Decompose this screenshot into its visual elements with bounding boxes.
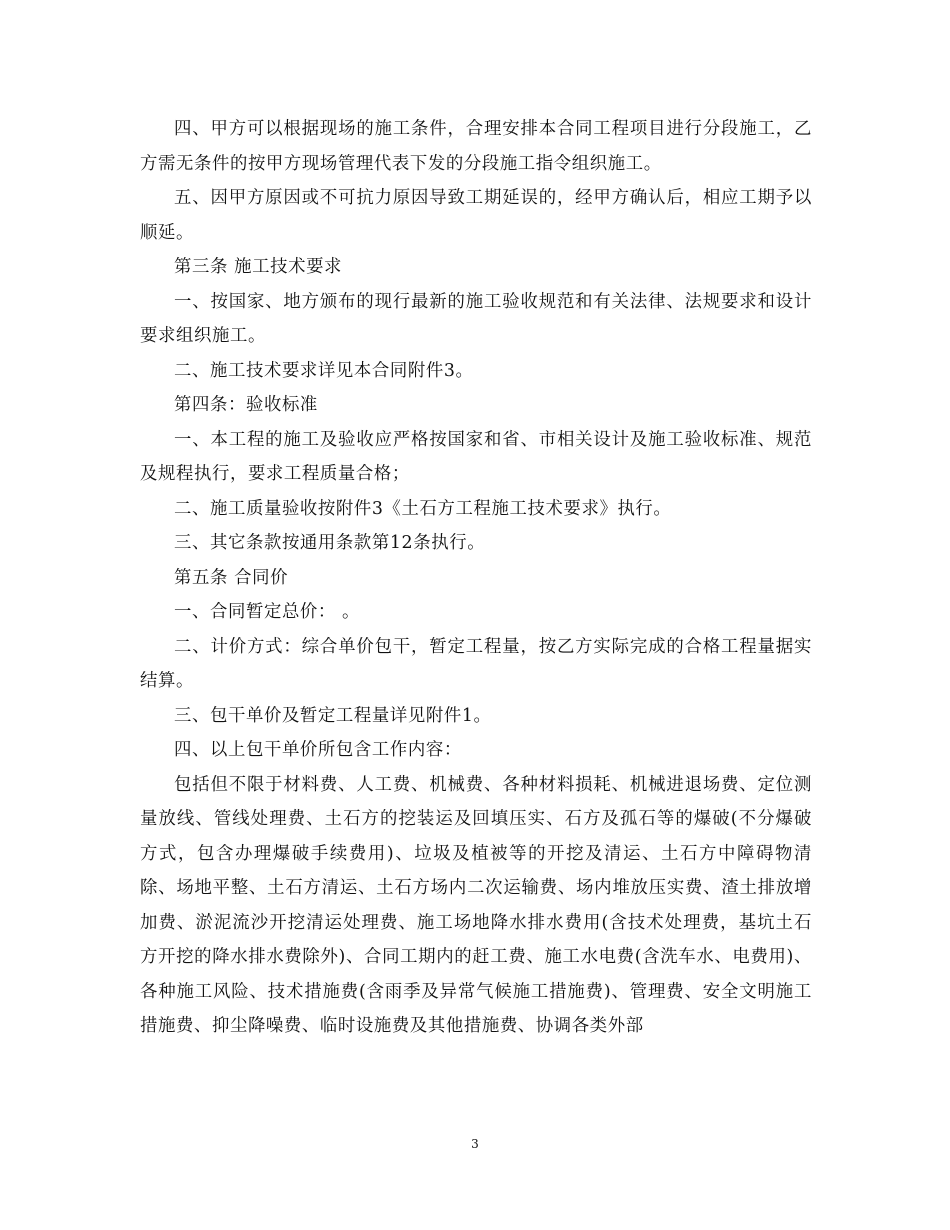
paragraph: 五、因甲方原因或不可抗力原因导致工期延误的，经甲方确认后，相应工期予以顺延。: [140, 188, 812, 243]
paragraph: 包括但不限于材料费、人工费、机械费、各种材料损耗、机械进退场费、定位测量放线、管线处理费、土石方的挖装运及回填压实、石方及孤石等的爆破(不分爆破方式，包含办理爆破手续费用)、垃圾及植被等的开挖及清运、土石方中障碍物清除、场地平整、土石方清运、土石方场内二次运输费、场内堆放压实费、渣土排放增加费、淤泥流沙开挖清运处理费、施工场地降水排水费用(含技术处理费，基坑土石方开挖的降水排水费除外)、合同工期内的赶工费、施工水电费(含洗车水、电费用)、各种施工风险、技术措施费(含雨季及异常气候施工措施费)、管理费、安全文明施工措施费、抑尘降噪费、临时设施费及其他措施费、协调各类外部: [140, 774, 812, 1036]
paragraph: 二、施工技术要求详见本合同附件3。: [174, 360, 474, 381]
section-heading: 第四条：验收标准: [174, 395, 318, 415]
page-number: 3: [471, 1137, 479, 1151]
page-body: [140, 112, 812, 1044]
section-heading: 第五条 合同价: [174, 567, 289, 588]
section-heading: 第三条 施工技术要求: [174, 257, 343, 277]
paragraph: 四、甲方可以根据现场的施工条件，合理安排本合同工程项目进行分段施工，乙方需无条件的按甲方现场管理代表下发的分段施工指令组织施工。: [140, 119, 812, 174]
paragraph: 三、其它条款按通用条款第12条执行。: [174, 533, 486, 553]
paragraph: 二、计价方式：综合单价包干，暂定工程量，按乙方实际完成的合格工程量据实结算。: [140, 636, 812, 691]
paragraph: 一、按国家、地方颁布的现行最新的施工验收规范和有关法律、法规要求和设计要求组织施工。: [140, 291, 812, 346]
paragraph: 四、以上包干单价所包含工作内容：: [174, 740, 462, 760]
paragraph: 一、本工程的施工及验收应严格按国家和省、市相关设计及施工验收标准、规范及规程执行，要求工程质量合格；: [140, 429, 812, 484]
paragraph: 三、包干单价及暂定工程量详见附件1。: [174, 705, 492, 726]
paragraph: 一、合同暂定总价： 。: [174, 602, 361, 622]
paragraph: 二、施工质量验收按附件3《土石方工程施工技术要求》执行。: [174, 498, 672, 519]
